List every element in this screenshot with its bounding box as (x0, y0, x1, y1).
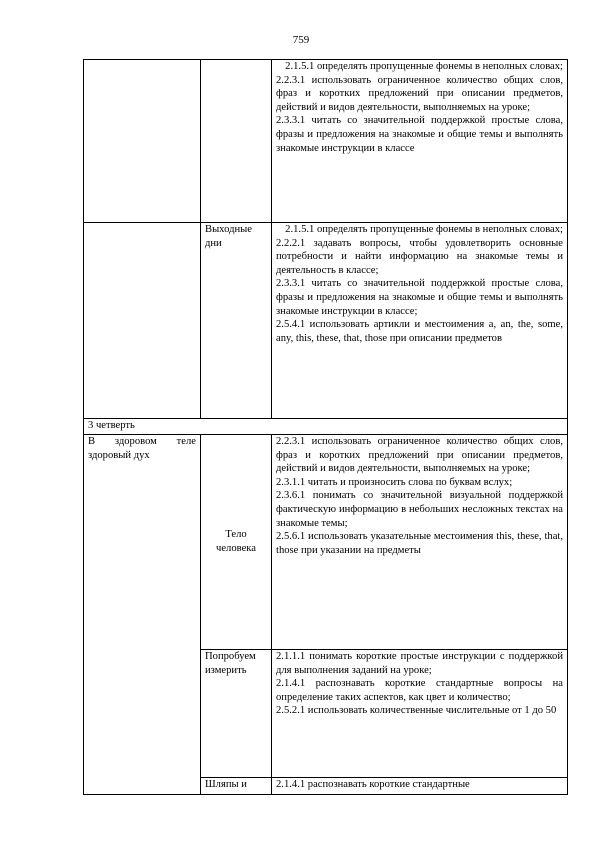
topic-cell: Выходные дни (201, 223, 272, 419)
topic-cell (201, 60, 272, 223)
quarter-label: 3 четверть (84, 419, 568, 435)
goal-item: 2.1.4.1 распознавать короткие стандартные вопросы на определение таких аспектов, как цвет и количество; (276, 678, 563, 703)
goals-cell (272, 435, 568, 650)
goal-item: 2.3.3.1 читать со значительной поддержкой простые слова, фразы и предложения на знакомые и общие темы и выполнять знакомые инструкции в классе (276, 115, 563, 154)
goal-item: 2.2.3.1 использовать ограниченное количество общих слов, фраз и коротких предложений при описании предметов, действий и видов деятельности, выполняемых на уроке; (276, 74, 563, 113)
goal-item: 2.5.4.1 использовать артикли и местоимения a, an, the, some, any, this, these, that, those при описании предметов (276, 319, 563, 344)
goals-cell (272, 60, 568, 223)
goal-item: 2.3.1.1 читать и произносить слова по буквам вслух; (276, 476, 513, 488)
topic-cell: Шляпы и (201, 778, 272, 795)
section-cell: В здоровом теле здоровый дух (84, 435, 201, 795)
goals-cell (272, 650, 568, 778)
goals-cell (272, 223, 568, 419)
topic-cell: Тело человека (201, 435, 272, 650)
page-number: 759 (292, 34, 310, 46)
table-row (84, 435, 568, 650)
goal-item: 2.1.4.1 распознавать короткие стандартные (276, 779, 470, 790)
goal-item: 2.2.3.1 использовать ограниченное количество общих слов, фраз и коротких предложений при описании предметов, действий и видов деятельности, выполняемых на уроке; (276, 436, 563, 475)
table-row (84, 223, 568, 419)
topic-cell: Попробуем измерить (201, 650, 272, 778)
goal-item: 2.5.6.1 использовать указательные местоимения this, these, that, those при указании на предметы (276, 531, 563, 556)
goal-item: 2.3.6.1 понимать со значительной визуальной поддержкой фактическую информацию в небольших несложных текстах на знакомые темы; (276, 490, 563, 529)
goal-item: 2.3.3.1 читать со значительной поддержкой простые слова, фразы и предложения на знакомые и общие темы и выполнять знакомые инструкции в классе; (276, 278, 563, 317)
goal-item: 2.1.1.1 понимать короткие простые инструкции с поддержкой для выполнения заданий на уроке; (276, 651, 563, 676)
goal-item: 2.2.2.1 задавать вопросы, чтобы удовлетворить основные потребности и найти информацию на знакомые темы и деятельность в классе; (276, 237, 563, 276)
section-cell (84, 223, 201, 419)
goal-item: 2.5.2.1 использовать количественные числительные от 1 до 50 (276, 705, 557, 717)
goals-cell (272, 778, 568, 795)
goal-item: 2.1.5.1 определять пропущенные фонемы в неполных словах; (285, 61, 563, 72)
section-cell (84, 60, 201, 223)
table-row (84, 60, 568, 223)
quarter-row (84, 419, 568, 435)
goal-item: 2.1.5.1 определять пропущенные фонемы в неполных словах; (285, 224, 563, 235)
curriculum-table (83, 59, 568, 795)
